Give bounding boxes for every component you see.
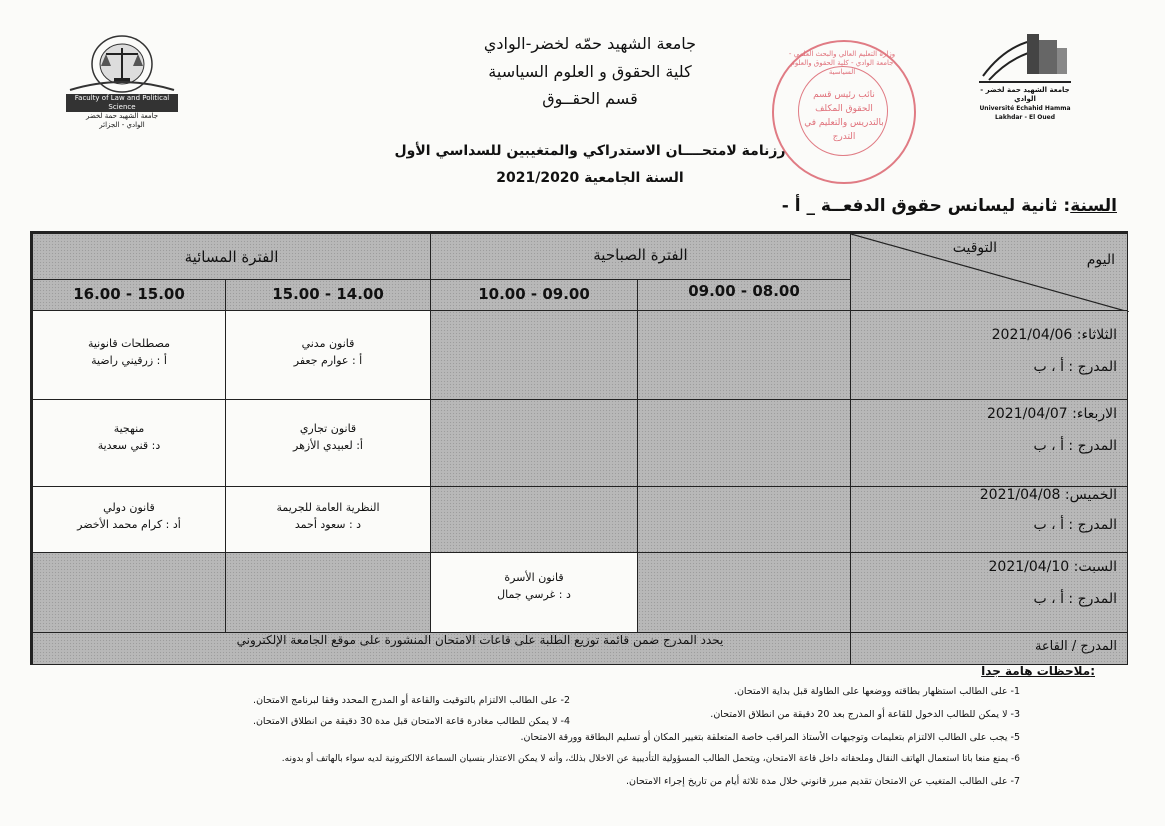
day-hall: المدرج : أ ، ب [1033, 517, 1117, 533]
logo-caption-ar: جامعة الشهيد حمة لخضر [85, 112, 159, 120]
day-cell [850, 486, 1128, 553]
morning-period-header [430, 233, 851, 280]
exam-cell [32, 399, 226, 487]
university-logo [975, 26, 1075, 121]
faculty-logo [66, 34, 178, 129]
empty-slot [637, 552, 851, 633]
page-title: رزنامة لامتحــــان الاستدراكي والمتغيبين للسداسي الأول [394, 143, 786, 159]
university-caption-ar: جامعة الشهيد حمة لخضر - الوادي [980, 86, 1070, 103]
note-item: 5- يجب على الطالب الالتزام بتعليمات وتوجيهات الأستاذ المراقب خاصة المتعلقة بتغيير المكان أو تسليم البطاقة وورقة الامتحان. [520, 732, 1020, 743]
slot-header [430, 279, 638, 311]
day-label: اليوم [1086, 252, 1115, 268]
note-item: 3- لا يمكن للطالب الدخول للقاعة أو المدرج بعد 20 دقيقة من انطلاق الامتحان. [710, 709, 1020, 720]
note-item: 2- على الطالب الالتزام بالتوقيت والقاعة أو المدرج المحدد وفقا لبرنامج الامتحان. [253, 695, 570, 706]
slot-header [637, 279, 851, 311]
exam-subject: النظرية العامة للجريمة [276, 501, 380, 514]
exam-professor: أد : كرام محمد الأخضر [77, 518, 181, 531]
exam-professor: د : سعود أحمد [294, 518, 362, 531]
hall-label-cell [850, 632, 1128, 665]
section-value: : ثانية ليسانس حقوق الدفعــة _ أ - [781, 196, 1071, 216]
day-date: الخميس: 2021/04/08 [979, 487, 1117, 503]
exam-professor: أ : زرقيني راضية [91, 354, 167, 367]
slot-time: 10.00 - 09.00 [478, 285, 590, 303]
slot-time: 16.00 - 15.00 [73, 285, 185, 303]
hall-note: يحدد المدرج ضمن قائمة توزيع الطلبة على قاعات الامتحان المنشورة على موقع الجامعة الإلكتروني [236, 633, 724, 647]
exam-subject: مصطلحات قانونية [87, 337, 171, 350]
slot-time: 15.00 - 14.00 [272, 285, 384, 303]
class-section [782, 196, 1117, 216]
university-building-icon [975, 26, 1075, 88]
faculty-name: كلية الحقوق و العلوم السياسية [488, 62, 692, 81]
day-cell [850, 310, 1128, 400]
exam-subject: قانون مدني [301, 337, 355, 350]
timing-day-header [850, 233, 1128, 311]
section-label: السنة [1070, 196, 1117, 216]
university-name: جامعة الشهيد حمّه لخضر-الوادي [483, 34, 697, 53]
slot-header [32, 279, 226, 311]
empty-slot [225, 552, 431, 633]
morning-label: الفترة الصباحية [593, 246, 688, 264]
note-item: 7- على الطالب المتغيب عن الامتحان تقديم مبرر قانوني خلال مدة ثلاثة أيام من تاريخ إجراء الامتحان. [625, 776, 1020, 787]
department-name: قسم الحقــوق [542, 89, 638, 108]
empty-slot [430, 486, 638, 553]
day-hall: المدرج : أ ، ب [1033, 359, 1117, 375]
day-date: الاربعاء: 2021/04/07 [986, 406, 1117, 422]
stamp-inner-text: نائب رئيس قسم الحقوق المكلف بالتدريس والتعليم في التدرج [804, 90, 884, 142]
exam-subject: منهجية [113, 422, 145, 435]
note-item: 1- على الطالب استظهار بطاقته ووضعها على الطاولة قبل بداية الامتحان. [733, 686, 1020, 697]
exam-cell [32, 486, 226, 553]
day-hall: المدرج : أ ، ب [1033, 438, 1117, 454]
day-cell [850, 552, 1128, 633]
empty-slot [637, 399, 851, 487]
academic-year: السنة الجامعية 2021/2020 [496, 170, 684, 186]
note-item: 6- يمنع منعا باتا استعمال الهاتف النقال وملحقاته داخل قاعة الامتحان، ويتحمل الطالب المسؤولية التأديبية عن الاخلال بذلك، وأنه لا يمكن الاعتذار بنسيان السماعة الالكترونية لديه سواء بالهاتف أو بدونه. [281, 754, 1020, 764]
exam-professor: د: قني سعدية [97, 439, 161, 452]
note-item: 4- لا يمكن للطالب مغادرة قاعة الامتحان قبل مدة 30 دقيقة من انطلاق الامتحان. [252, 716, 570, 727]
empty-slot [637, 486, 851, 553]
timing-label: التوقيت [952, 240, 997, 256]
faculty-emblem-icon [66, 34, 178, 96]
exam-professor: د : غرسي جمال [497, 588, 571, 601]
day-hall: المدرج : أ ، ب [1033, 591, 1117, 607]
logo-caption-en: Faculty of Law and Political Science [66, 94, 178, 112]
stamp-outer-text: وزارة التعليم العالي والبحث العلمي - جامعة الوادي - كلية الحقوق والعلوم السياسية [788, 50, 896, 76]
exam-subject: قانون تجاري [299, 422, 357, 435]
exam-cell [32, 310, 226, 400]
day-cell [850, 399, 1128, 487]
exam-cell [225, 399, 431, 487]
empty-slot [32, 552, 226, 633]
empty-slot [430, 310, 638, 400]
notes-heading: ملاحظات هامة جدا: [981, 664, 1095, 678]
empty-slot [430, 399, 638, 487]
evening-label: الفترة المسائية [184, 248, 279, 266]
exam-subject: قانون الأسرة [504, 571, 564, 584]
slot-header [225, 279, 431, 311]
exam-professor: أ : عوارم جعفر [293, 354, 363, 367]
exam-schedule-table [30, 231, 1128, 665]
logo-caption-place: الوادي - الجزائر [99, 121, 145, 129]
exam-cell [225, 486, 431, 553]
slot-time: 09.00 - 08.00 [688, 282, 800, 300]
exam-professor: أ: لعبيدي الأزهر [293, 439, 363, 452]
hall-note-cell [32, 632, 851, 665]
exam-cell [430, 552, 638, 633]
exam-cell [225, 310, 431, 400]
evening-period-header [32, 233, 431, 280]
day-date: الثلاثاء: 2021/04/06 [991, 327, 1117, 343]
exam-subject: قانون دولي [103, 501, 155, 514]
university-caption-fr: Université Echahid Hamma Lakhdar - El Oued [979, 105, 1071, 121]
hall-label: المدرج / القاعة [1034, 639, 1117, 654]
day-date: السبت: 2021/04/10 [988, 559, 1117, 575]
empty-slot [637, 310, 851, 400]
